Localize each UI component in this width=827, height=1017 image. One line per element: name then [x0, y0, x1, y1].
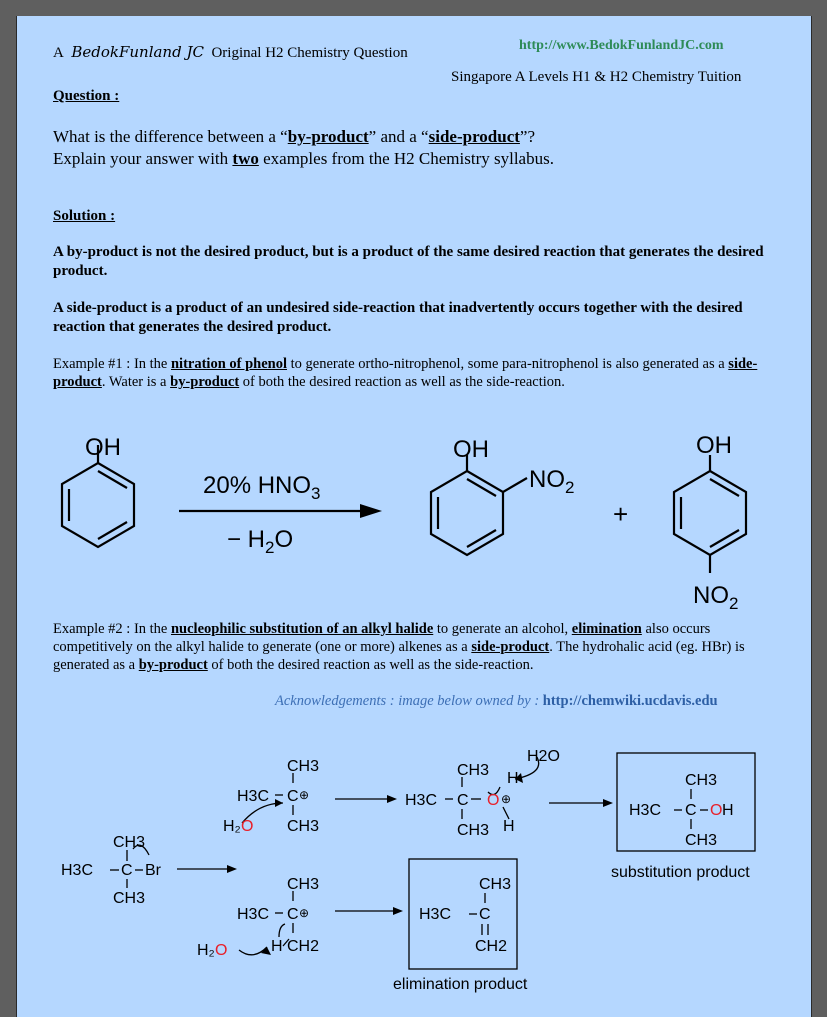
sub-o: O: [710, 802, 723, 819]
question-label: Question :: [53, 88, 120, 104]
cat1-water-o: O: [241, 818, 254, 835]
sub-c: C: [685, 802, 697, 819]
ex2-text: . The hydrohalic acid (eg. HBr) is generated as a: [53, 639, 745, 673]
q-text: ” and a “: [368, 127, 429, 146]
cat2-ch3-top: CH3: [287, 876, 320, 893]
q-side-product: side-product: [428, 127, 520, 146]
ox-ch3-top: CH3: [457, 762, 490, 779]
ex1-nitration: nitration of phenol: [170, 356, 287, 372]
sub-h3c: H3C: [629, 802, 662, 819]
elimination-label: elimination product: [393, 976, 528, 993]
ex2-side-product: side-product: [471, 639, 550, 655]
ex1-text: to generate ortho-nitrophenol, some para-nitrophenol is also generated as a: [287, 356, 729, 372]
ox-h3c: H3C: [405, 792, 438, 809]
cat1-c: C: [287, 788, 299, 805]
elim-h3c: H3C: [419, 906, 452, 923]
cat1-h2: H₂: [223, 818, 241, 835]
ox-ch3-bottom: CH3: [457, 822, 490, 839]
sm-ch3-bottom: CH3: [113, 890, 146, 907]
ex1-text: . Water is a: [101, 374, 171, 390]
by-product-definition: A by-product is not the desired product, but is a product of the same desired reaction that generates the desired product.: [53, 244, 764, 279]
sub-ch3-bottom: CH3: [685, 832, 718, 849]
side-product-definition: A side-product is a product of an undesired side-reaction that inadvertently occurs together with the desired reaction that generates the desired product.: [53, 300, 743, 335]
sm-ch3-top: CH3: [113, 834, 146, 851]
example2-text: [53, 620, 775, 674]
example1-text: [53, 355, 783, 391]
header-prefix: A: [53, 45, 64, 61]
document-page: [16, 16, 812, 1017]
ex1-side-product: side-product: [53, 356, 758, 390]
ex2-by-product: by-product: [138, 657, 208, 673]
ex1-text: Example #1 : In the: [53, 356, 171, 372]
ack-text: Acknowledgements : image below owned by :: [275, 693, 543, 709]
phenol-ring: [62, 463, 134, 547]
site-url[interactable]: http://www.BedokFunlandJC.com: [519, 38, 724, 53]
q-two: two: [232, 149, 259, 168]
ox-h-bottom: H: [503, 818, 515, 835]
ex2-text: of both the desired reaction as well as the side-reaction.: [207, 657, 534, 673]
cat2-h2: H₂: [197, 942, 215, 959]
water-label: − $H_2O$: [227, 526, 294, 557]
sm-br: Br: [145, 862, 161, 879]
header-title: [53, 43, 408, 62]
ortho-no2: $NO_2$: [529, 466, 575, 497]
ex2-elimination: elimination: [571, 621, 642, 637]
ex2-nucleophilic: nucleophilic substitution of an alkyl halide: [170, 621, 434, 637]
ack-link[interactable]: http://chemwiki.ucdavis.edu: [542, 693, 718, 709]
elim-ch2: CH2: [475, 938, 508, 955]
plus-sign: +: [613, 499, 629, 529]
ortho-ring: [431, 471, 503, 555]
cat2-ch2: CH2: [287, 938, 320, 955]
q-text: ”?: [519, 127, 536, 146]
substitution-label: substitution product: [611, 864, 750, 881]
title-suffix: Original H2 Chemistry Question: [211, 45, 408, 61]
ox-o: O: [487, 792, 500, 809]
sn1-e1-scheme: [17, 721, 811, 1011]
acknowledgement: [275, 693, 718, 710]
solution-label: Solution :: [53, 208, 116, 224]
cat2-c: C: [287, 906, 299, 923]
arrow-head: [360, 504, 382, 518]
ex2-text: also occurs competitively on the alkyl halide to generate (one or more) alkenes as a: [53, 621, 711, 655]
ox-plus: ⊕: [501, 792, 512, 806]
sm-h3c: H3C: [61, 862, 94, 879]
reagent-label: 20% $HNO_3$: [203, 472, 321, 503]
cat2-water-o: O: [215, 942, 228, 959]
elim-ch3: CH3: [479, 876, 512, 893]
cat2-h: H: [271, 938, 283, 955]
ex1-by-product: by-product: [170, 374, 240, 390]
q-text: Explain your answer with: [53, 149, 233, 168]
para-ring: [674, 471, 746, 555]
sm-c: C: [121, 862, 133, 879]
para-oh: OH: [696, 432, 732, 459]
cat2-plus: ⊕: [299, 906, 310, 920]
q-text: What is the difference between a “: [53, 127, 288, 146]
cat2-h3c: H3C: [237, 906, 270, 923]
question-text: [53, 126, 793, 170]
ox-h-top: H: [507, 770, 519, 787]
nitration-scheme: [17, 411, 811, 631]
q-text: examples from the H2 Chemistry syllabus.: [258, 149, 554, 168]
ox-c: C: [457, 792, 469, 809]
cat1-h3c: H3C: [237, 788, 270, 805]
ox-h2o: H2O: [527, 748, 560, 765]
cat1-ch3-bottom: CH3: [287, 818, 320, 835]
para-no2: $NO_2$: [693, 582, 739, 613]
ex2-text: Example #2 : In the: [53, 621, 171, 637]
phenol-oh: OH: [85, 434, 121, 461]
sub-h: H: [722, 802, 734, 819]
ortho-oh: OH: [453, 436, 489, 463]
ex2-text: to generate an alcohol,: [433, 621, 572, 637]
cat1-plus: ⊕: [299, 788, 310, 802]
elim-c: C: [479, 906, 491, 923]
ex1-text: of both the desired reaction as well as the side-reaction.: [239, 374, 565, 390]
tuition-line: Singapore A Levels H1 & H2 Chemistry Tuition: [451, 69, 742, 85]
cat1-ch3-top: CH3: [287, 758, 320, 775]
sub-ch3-top: CH3: [685, 772, 718, 789]
q-by-product: by-product: [287, 127, 369, 146]
logo-text: BedokFunland JC: [71, 43, 204, 61]
